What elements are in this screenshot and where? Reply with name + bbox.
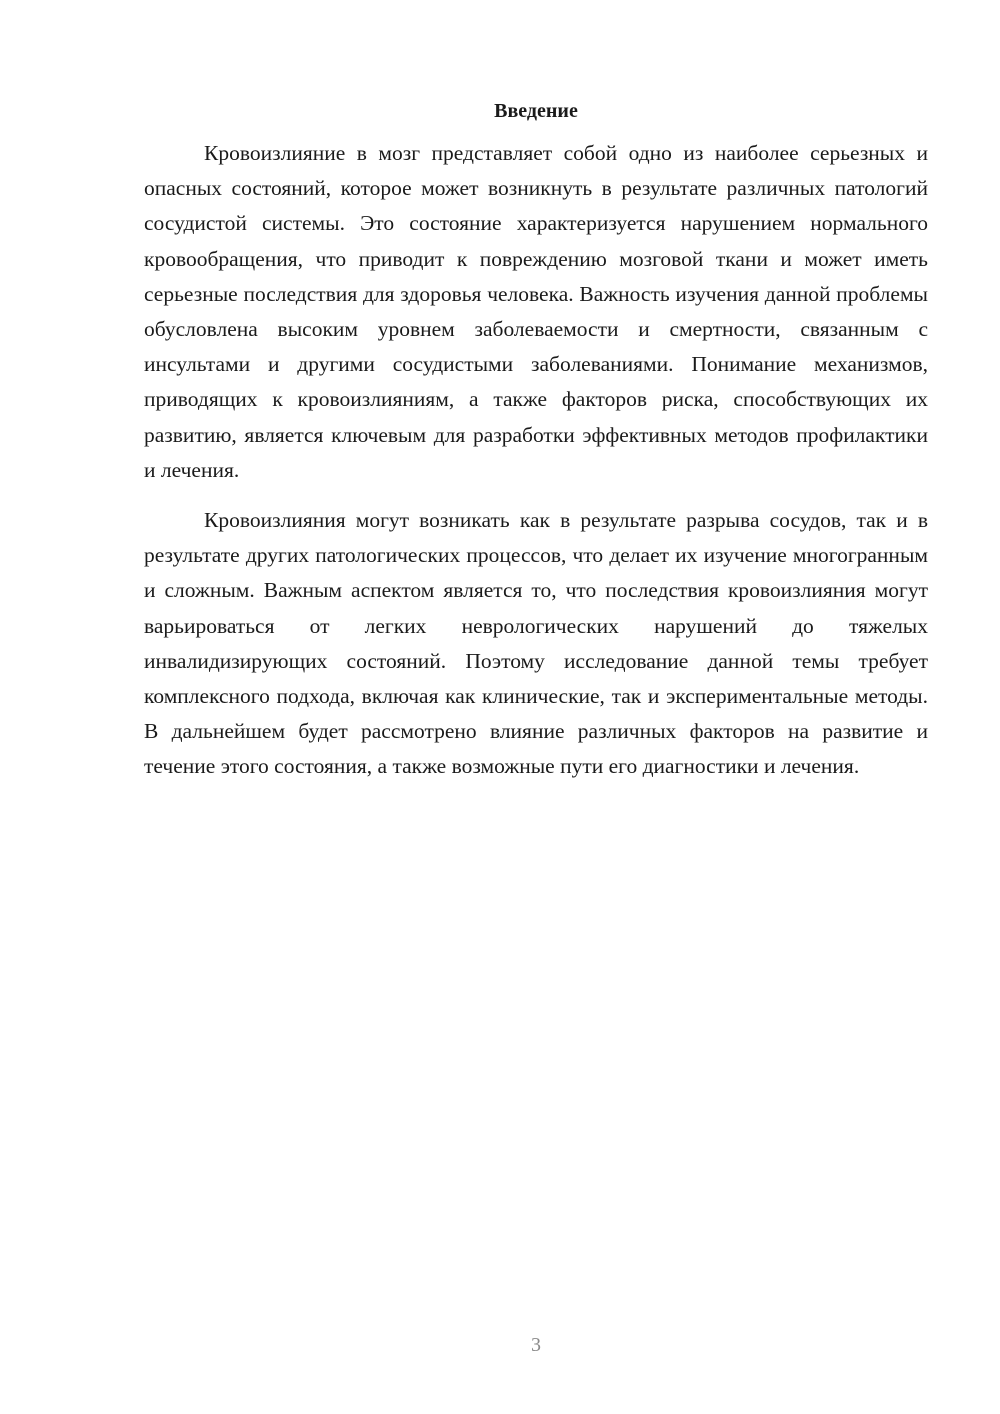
paragraph-2: Кровоизлияния могут возникать как в результате разрыва сосудов, так и в результате других патологических процессов, что делает их изучение многогранным и сложным. Важным аспектом является то, что последствия кровоизлияния могут варьироваться от легких неврологических нарушений до тяжелых инвалидизирующих состояний. Поэтому исследование данной темы требует комплексного подхода, включая как клинические, так и экспериментальные методы. В дальнейшем будет рассмотрено влияние различных факторов на развитие и течение этого состояния, а также возможные пути его диагностики и лечения. bbox=[144, 508, 928, 779]
page-content bbox=[144, 96, 928, 800]
paragraph-1: Кровоизлияние в мозг представляет собой одно из наиболее серьезных и опасных состояний, которое может возникнуть в результате различных патологий сосудистой системы. Это состояние характеризуется нарушением нормального кровообращения, что приводит к повреждению мозговой ткани и может иметь серьезные последствия для здоровья человека. Важность изучения данной проблемы обусловлена высоким уровнем заболеваемости и смертности, связанным с инсультами и другими сосудистыми заболеваниями. Понимание механизмов, приводящих к кровоизлияниям, а также факторов риска, способствующих их развитию, является ключевым для разработки эффективных методов профилактики и лечения. bbox=[144, 141, 928, 482]
section-heading: Введение bbox=[494, 100, 578, 122]
page-number: 3 bbox=[531, 1334, 541, 1356]
